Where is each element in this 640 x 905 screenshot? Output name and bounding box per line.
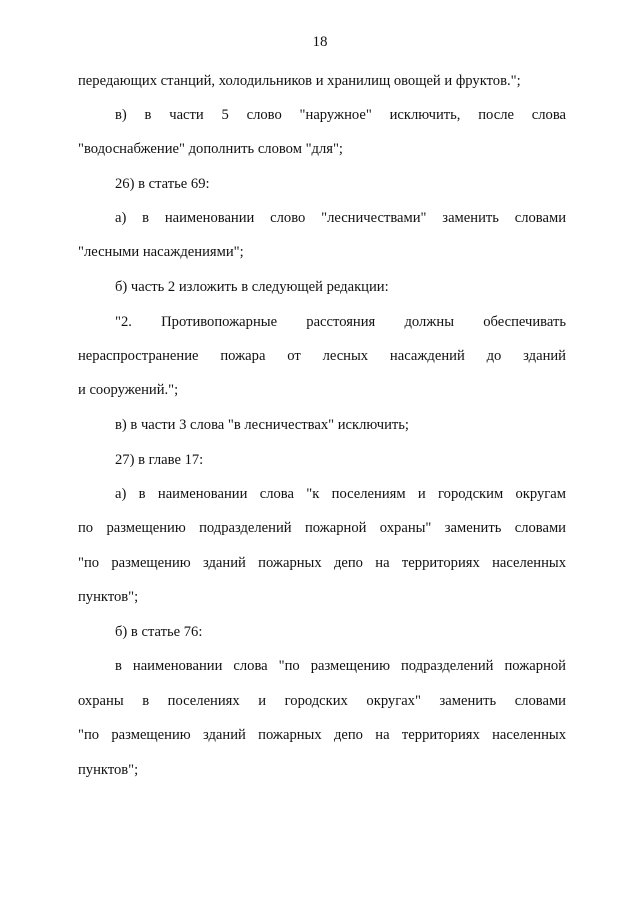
text-line: 27) в главе 17: — [115, 452, 204, 468]
text-line: охраны в поселениях и городских округах" заменить словами — [78, 693, 566, 709]
text-line: 26) в статье 69: — [115, 176, 210, 192]
text-line: пунктов"; — [78, 589, 139, 605]
text-line: б) в статье 76: — [115, 624, 203, 640]
text-line: "по размещению зданий пожарных депо на территориях населенных — [78, 727, 566, 743]
text-line: пунктов"; — [78, 762, 139, 778]
text-line: б) часть 2 изложить в следующей редакции: — [115, 279, 389, 295]
text-line: в) в части 5 слово "наружное" исключить, после слова — [115, 107, 566, 123]
text-line: в наименовании слова "по размещению подразделений пожарной — [115, 658, 566, 674]
text-line: "по размещению зданий пожарных депо на территориях населенных — [78, 555, 566, 571]
text-line: а) в наименовании слово "лесничествами" заменить словами — [115, 210, 566, 226]
text-line: передающих станций, холодильников и хранилищ овощей и фруктов."; — [78, 73, 521, 89]
text-line: нераспространение пожара от лесных насаждений до зданий — [78, 348, 566, 364]
text-line: и сооружений."; — [78, 382, 179, 398]
text-line: "2. Противопожарные расстояния должны обеспечивать — [115, 314, 566, 330]
page-number: 18 — [312, 34, 328, 50]
text-line: в) в части 3 слова "в лесничествах" исключить; — [115, 417, 409, 433]
text-line: "водоснабжение" дополнить словом "для"; — [78, 141, 343, 157]
text-line: "лесными насаждениями"; — [78, 244, 244, 260]
text-line: а) в наименовании слова "к поселениям и городским округам — [115, 486, 566, 502]
text-line: по размещению подразделений пожарной охраны" заменить словами — [78, 520, 566, 536]
